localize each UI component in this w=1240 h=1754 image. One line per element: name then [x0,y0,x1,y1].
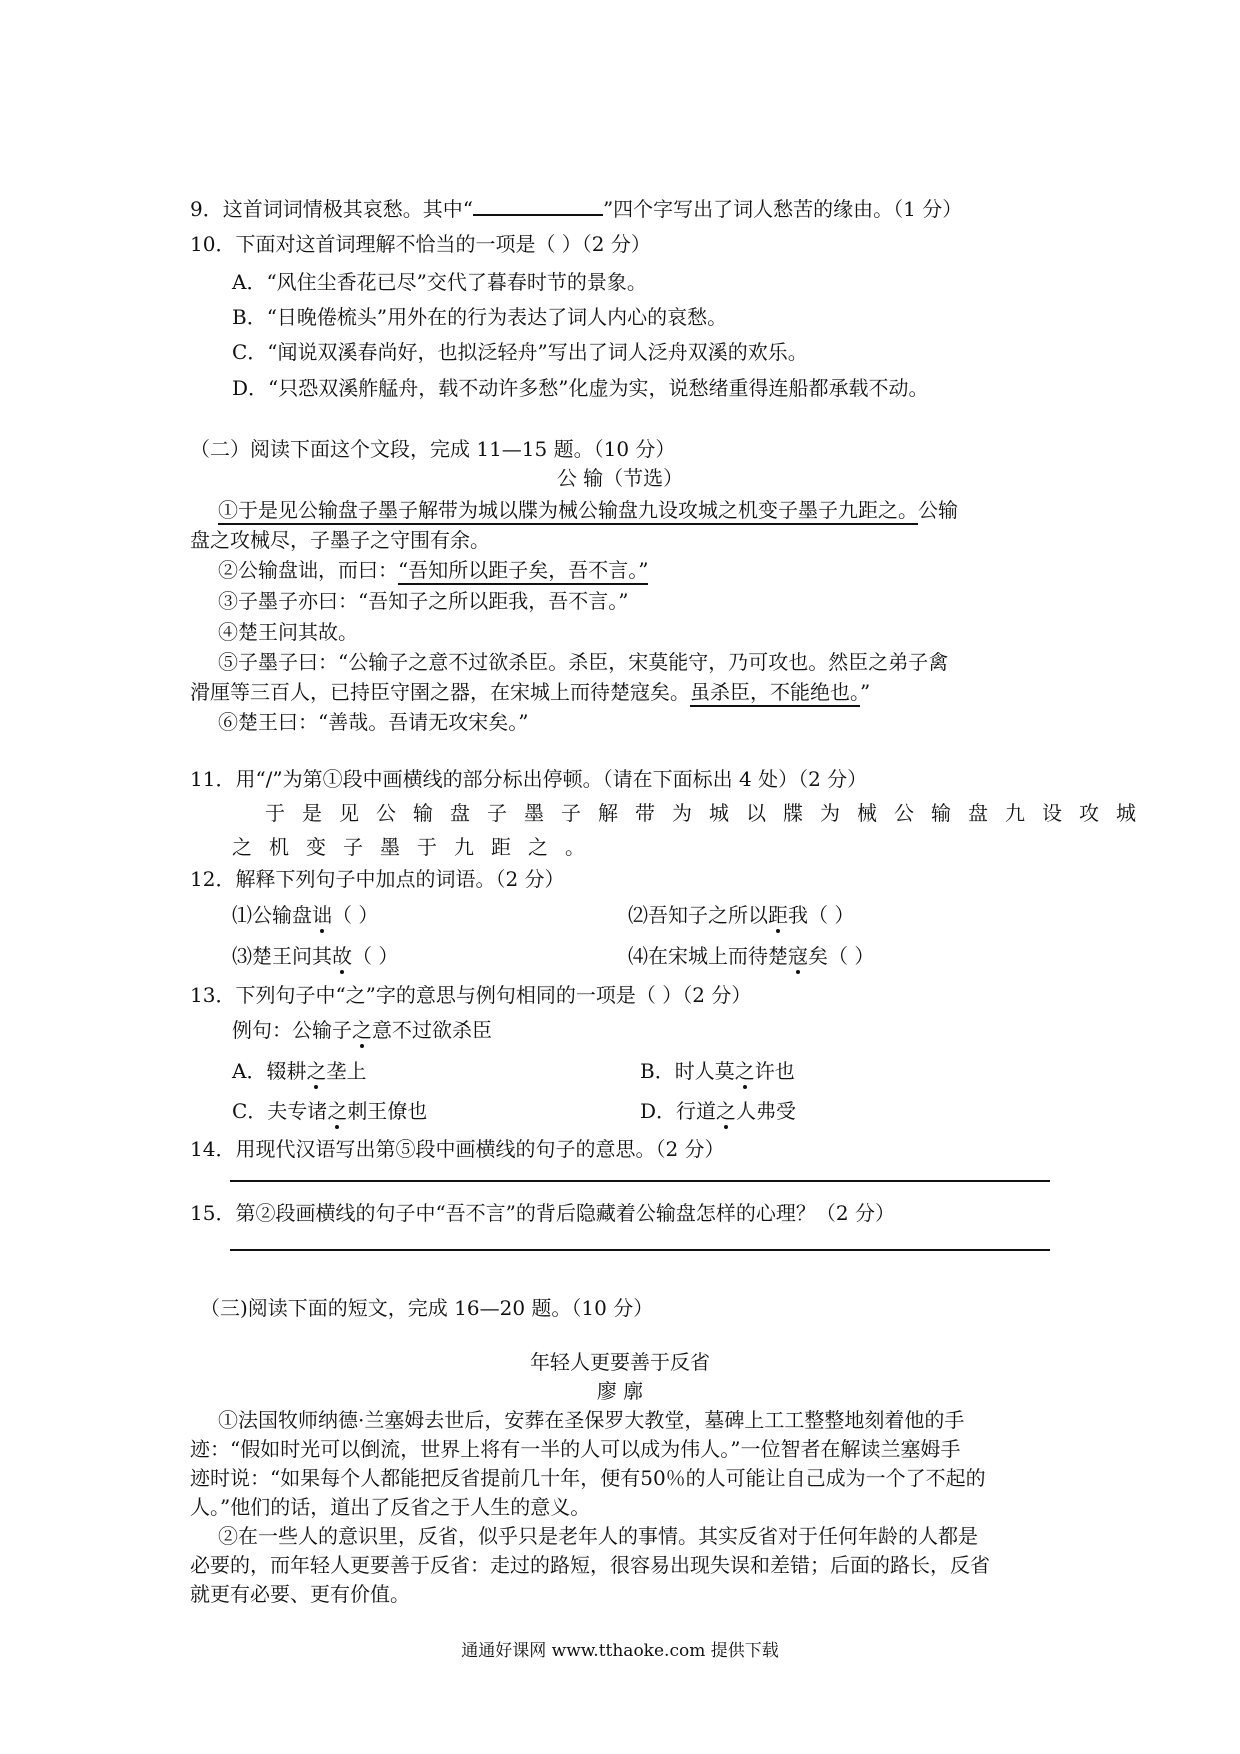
q13-a-text: A．辍耕 [232,1059,307,1083]
q13-a-dotted-word: 之 [306,1059,327,1083]
q13-ex-text: 例句：公输子 [232,1018,352,1042]
article-title: 年轻人更要善于反省 [530,1350,710,1374]
q12-i2-blank[interactable]: 我（ ） [788,903,855,927]
p1-underlined-text: ①于是见公输盘子墨子解带为城以牒为械公输盘九设攻城之机变子墨子九距之。 [218,498,918,525]
q13-b-rest: 许也 [754,1059,795,1083]
passage-p6: ⑥楚王曰：“善哉。吾请无攻宋矣。” [218,710,529,734]
passage-p1-line2: 盘之攻械尽，子墨子之守围有余。 [190,528,490,552]
question-9 [190,193,962,222]
q13-c-text: C．夫专诸 [232,1099,328,1123]
q10-option-b: B．“日晚倦梳头”用外在的行为表达了词人内心的哀愁。 [232,305,728,329]
q12-i3-text: ⑶楚王问其 [232,944,332,968]
q12-i3-blank[interactable]: （ ） [352,944,399,968]
q12-i4-blank[interactable]: 矣（ ） [808,944,875,968]
article-line-5: ②在一些人的意识里，反省，似乎只是老年人的事情。其实反省对于任何年龄的人都是 [218,1524,978,1548]
q13-c-rest: 刺王僚也 [347,1099,428,1123]
passage-p5-line2 [190,676,870,705]
q9-text-post: ”四个字写出了词人愁苦的缘由。（1 分） [602,197,963,221]
q12-item-1 [232,899,378,928]
q11-sentence-line2: 之机变子墨于九距之。 [232,835,602,859]
page-footer: 通通好课网 www.tthaoke.com 提供下载 [461,1641,779,1661]
q12-i2-dotted-word: 距 [768,903,788,927]
q11-sentence-line1: 于是见公输盘子墨子解带为城以牒为械公输盘九设攻城 [265,801,1153,825]
q13-b-dotted-word: 之 [734,1059,755,1083]
p5-end-quote: ” [860,680,871,704]
question-12-stem: 12．解释下列句子中加点的词语。（2 分） [190,867,565,891]
q10-option-d: D．“只恐双溪舴艋舟，载不动许多愁”化虚为实，说愁绪重得连船都承载不动。 [232,376,929,400]
q13-d-rest: 人弗受 [736,1099,797,1123]
q12-i3-dotted-word: 故 [332,944,352,968]
p1-rest: 公输 [918,498,958,522]
section-2-title: 公 输（节选） [556,466,684,490]
article-line-2: 迹：“假如时光可以倒流，世界上将有一半的人可以成为伟人。”一位智者在解读兰塞姆手 [190,1437,961,1461]
q13-a-rest: 垄上 [326,1059,367,1083]
p5-underlined-text: 虽杀臣，不能绝也。 [690,680,860,707]
q12-i4-dotted-word: 寇 [788,944,808,968]
q13-d-text: D．行道 [640,1099,717,1123]
passage-p4: ④楚王问其故。 [218,620,358,644]
q13-ex-rest: 意不过欲杀臣 [372,1018,492,1042]
article-line-4: 人。”他们的话，道出了反省之于人生的意义。 [190,1495,591,1519]
question-15-stem: 15．第②段画横线的句子中“吾不言”的背后隐藏着公输盘怎样的心理？（2 分） [190,1201,895,1225]
article-line-3: 迹时说：“如果每个人都能把反省提前几十年，便有50％的人可能让自己成为一个了不起的 [190,1466,986,1490]
p2-plain: ②公输盘诎，而曰： [218,558,398,582]
q13-example [232,1014,492,1043]
article-line-6: 必要的，而年轻人更要善于反省：走过的路短，很容易出现失误和差错；后面的路长，反省 [190,1553,990,1577]
q13-d-dotted-word: 之 [716,1099,737,1123]
question-13-stem: 13．下列句子中“之”字的意思与例句相同的一项是（ ）（2 分） [190,983,752,1007]
q10-option-c: C．“闻说双溪春尚好，也拟泛轻舟”写出了词人泛舟双溪的欢乐。 [232,340,808,364]
p2-underlined-text: “吾知所以距子矣，吾不言。” [398,558,648,585]
q12-item-3 [232,940,398,969]
passage-p1-line1 [218,494,958,523]
q12-item-4 [628,940,874,969]
q12-i1-text: ⑴公输盘 [232,903,312,927]
q14-answer-line[interactable] [230,1180,1050,1182]
passage-p5-line1: ⑤子墨子曰：“公输子之意不过欲杀臣。杀臣，宋莫能守，乃可攻也。然臣之弟子禽 [218,650,949,674]
q13-b-text: B．时人莫 [640,1059,735,1083]
q12-i2-text: ⑵吾知子之所以 [628,903,768,927]
article-author: 廖 廓 [596,1379,644,1403]
passage-p3: ③子墨子亦曰：“吾知子之所以距我，吾不言。” [218,589,629,613]
q13-c-dotted-word: 之 [327,1099,348,1123]
section-2-intro: （二）阅读下面这个文段，完成 11—15 题。（10 分） [190,437,676,461]
section-3-intro: （三)阅读下面的短文，完成 16—20 题。（10 分） [200,1296,654,1320]
q12-i1-dotted-word: 诎 [312,903,332,927]
q10-option-a: A．“风住尘香花已尽”交代了暮春时节的景象。 [232,270,647,294]
q9-answer-blank[interactable] [473,196,603,216]
q13-ex-dotted-word: 之 [352,1018,372,1042]
q13-option-a [232,1055,366,1084]
q15-answer-line[interactable] [230,1249,1050,1251]
question-10-stem: 10．下面对这首词理解不恰当的一项是（ ）（2 分） [190,232,651,256]
p5-plain: 滑厘等三百人，已持臣守圉之器，在宋城上而待楚寇矣。 [190,680,690,704]
q12-item-2 [628,899,854,928]
question-14-stem: 14．用现代汉语写出第⑤段中画横线的句子的意思。（2 分） [190,1137,725,1161]
q12-i4-text: ⑷在宋城上而待楚 [628,944,788,968]
q13-option-b [640,1055,795,1084]
article-line-1: ①法国牧师纳德·兰塞姆去世后，安葬在圣保罗大教堂，墓碑上工工整整地刻着他的手 [218,1408,965,1432]
q9-text-pre: 9．这首词词情极其哀愁。其中“ [190,197,473,221]
q12-i1-blank[interactable]: （ ） [332,903,379,927]
article-line-7: 就更有必要、更有价值。 [190,1582,410,1606]
question-11-stem: 11．用“/”为第①段中画横线的部分标出停顿。（请在下面标出 4 处）（2 分） [190,767,868,791]
q13-option-c [232,1095,427,1124]
q13-option-d [640,1095,796,1124]
passage-p2 [218,554,648,583]
